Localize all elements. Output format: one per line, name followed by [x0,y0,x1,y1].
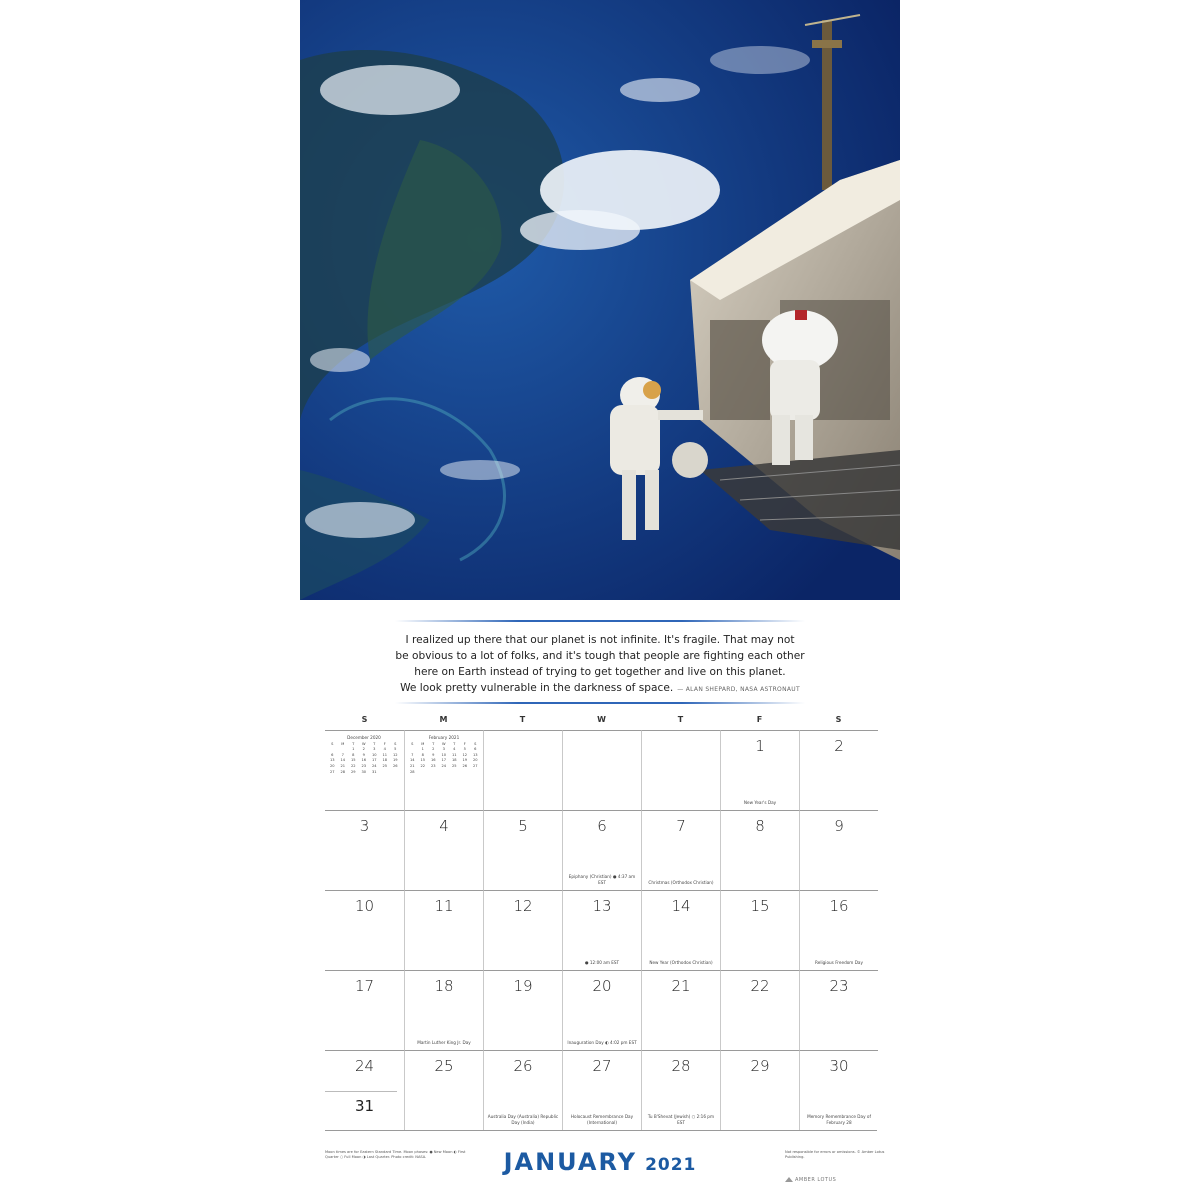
day-number: 21 [671,977,691,995]
publisher-name: AMBER LOTUS [795,1177,837,1183]
mini-day: 17 [371,758,377,763]
mini-day: 6 [474,747,477,752]
mini-day: 19 [462,758,468,763]
mini-day: 16 [430,758,436,763]
mini-weekday: S [411,741,414,746]
mini-day: 24 [371,763,377,768]
day-cell [720,810,799,890]
mini-day: 31 [371,769,377,774]
day-cell [641,1050,720,1130]
mini-day: 25 [451,763,457,768]
mini-day: 4 [453,747,456,752]
calendar-page [300,0,900,1200]
mini-day: 15 [350,758,356,763]
holiday-note: Australia Day (Australia) Republic Day (India) [487,1114,559,1125]
mini-day: 7 [411,752,414,757]
mini-weekday: W [361,741,366,746]
mini-day: 2 [362,747,365,752]
mini-day: 20 [329,763,335,768]
mini-weekday: T [352,741,355,746]
weekday-label: T [677,715,684,724]
mini-day: 19 [392,758,398,763]
weekday-label: S [835,715,842,724]
holiday-note: Memory Remembrance Day of February 28 [807,1114,871,1125]
mini-weekday: S [331,741,334,746]
mini-day: 22 [350,763,356,768]
month-name: JANUARY [503,1148,638,1176]
split-day-divider [325,1091,397,1092]
mini-day: 9 [432,752,435,757]
day-cell [641,890,720,970]
mini-day: 5 [394,747,397,752]
mini-calendar-cell [325,730,404,810]
mini-day: 24 [441,763,447,768]
mini-day: 26 [392,763,398,768]
grid-bottom-border [325,1130,877,1131]
weekday-label: M [439,715,448,724]
day-number: 30 [829,1057,849,1075]
mini-day: 15 [420,758,426,763]
day-cell [641,810,720,890]
day-cell [562,970,641,1050]
mini-day [449,770,460,776]
day-cell [325,890,404,970]
day-cell [799,970,878,1050]
day-number: 9 [834,817,844,835]
mini-day: 4 [383,747,386,752]
mini-calendar-title: December 2020 [347,735,381,740]
weekday-label: T [519,715,526,724]
mini-weekday: T [432,741,435,746]
day-cell [562,890,641,970]
holiday-note: Martin Luther King Jr. Day [417,1040,471,1045]
mini-day [439,770,450,776]
mini-day [460,770,471,776]
day-number: 16 [829,897,849,915]
day-cell [404,1050,483,1130]
weekday-label: S [361,715,368,724]
day-cell [799,1050,878,1130]
day-number: 31 [354,1097,375,1115]
day-number: 8 [755,817,765,835]
day-number: 17 [354,977,375,995]
mini-day: 8 [352,752,355,757]
holiday-note: Tu B'Shevat (Jewish) ○ 2:16 pm EST [647,1114,715,1125]
quote-line [360,680,840,698]
mini-weekday: S [394,741,397,746]
mini-day: 12 [462,752,468,757]
quote-line: here on Earth instead of trying to get together and live on this planet. [414,666,786,678]
day-cell [325,810,404,890]
day-number: 15 [750,897,770,915]
mini-weekday: T [453,741,456,746]
mini-day: 3 [442,747,445,752]
mini-day: 1 [421,747,424,752]
mini-calendar-december [327,735,401,775]
quote-rule-top [395,620,805,622]
mini-day: 18 [451,758,457,763]
holiday-note: ● 12:00 am EST [584,960,620,965]
month-title [450,1148,750,1176]
day-number: 26 [513,1057,533,1075]
mini-day: 11 [382,752,388,757]
mini-weekday: M [421,741,425,746]
day-cell [720,730,799,810]
mini-weekday: W [441,741,446,746]
weekday-label: W [597,715,606,724]
mini-day: 11 [451,752,457,757]
day-cell [720,890,799,970]
day-cell [404,810,483,890]
day-number: 10 [354,897,375,915]
day-number: 24 [354,1057,375,1075]
mini-day: 28 [409,769,415,774]
day-number: 28 [671,1057,691,1075]
quote-rule-bottom [395,702,805,704]
footnote-right: Not responsible for errors or omissions. © Amber Lotus Publishing. [785,1150,885,1160]
quote-line-text: We look pretty vulnerable in the darkness of space. [400,682,674,694]
mini-day: 23 [361,763,367,768]
holiday-note: Religious Freedom Day [815,960,863,965]
mini-day: 21 [409,763,415,768]
mini-weekday: F [383,741,386,746]
mini-day: 27 [329,769,335,774]
mini-day: 16 [361,758,367,763]
day-number: 1 [755,737,765,755]
day-cell [325,970,404,1050]
day-number: 19 [513,977,533,995]
mini-day: 10 [371,752,377,757]
day-number: 5 [518,817,528,835]
day-number: 22 [750,977,770,995]
day-cell [720,1050,799,1130]
quote-line: be obvious to a lot of folks, and it's tough that people are fighting each other [395,650,805,662]
day-number: 7 [676,817,686,835]
mini-day: 21 [340,763,346,768]
weekday-label: F [756,715,763,724]
day-number: 13 [592,897,612,915]
space-photo [300,0,900,600]
day-number: 3 [359,817,370,835]
holiday-note: Holocaust Remembrance Day (International) [570,1114,634,1125]
mini-day: 12 [392,752,398,757]
mini-day: 26 [462,763,468,768]
day-number: 6 [597,817,607,835]
mini-day: 13 [472,752,478,757]
day-cell [325,1050,404,1130]
footnote-left: Moon times are for Eastern Standard Time. Moon phases: ● New Moon ◐ First Quarter ○ Full Moon ◑ Last Quarter. Photo credit: NASA. [325,1150,466,1160]
mini-day [418,770,429,776]
day-number: 18 [434,977,454,995]
day-number: 25 [434,1057,454,1075]
mini-calendar-title: February 2021 [428,735,460,740]
mini-day [470,770,481,776]
day-number: 2 [834,737,844,755]
mini-day: 28 [340,769,346,774]
mini-weekday: S [474,741,477,746]
day-cell [404,970,483,1050]
day-number: 23 [829,977,849,995]
mini-day [428,770,439,776]
holiday-note: New Year's Day [743,800,777,805]
mini-day: 2 [432,747,435,752]
mini-day [380,770,391,776]
mini-day: 23 [430,763,436,768]
mini-day: 14 [409,758,415,763]
mini-day: 29 [350,769,356,774]
mini-day: 18 [382,758,388,763]
day-number: 14 [671,897,691,915]
day-cell [641,970,720,1050]
holiday-note: Christmas (Orthodox Christian) [648,880,714,885]
holiday-note: Epiphany (Christian) ● 4:37 am EST [568,874,636,885]
mini-day: 3 [373,747,376,752]
mini-day: 17 [441,758,447,763]
mini-calendar-week [407,770,481,776]
mini-day: 25 [382,763,388,768]
day-cell [799,890,878,970]
day-cell [483,1050,562,1130]
empty-day-cell [641,730,720,810]
calendar-grid [325,730,877,1130]
mini-day: 20 [472,758,478,763]
day-cell [799,730,878,810]
empty-day-cell [483,730,562,810]
holiday-note: Inauguration Day ◐ 4:02 pm EST [567,1040,637,1045]
weekday-header [325,715,877,729]
day-number: 29 [750,1057,770,1075]
lotus-icon [785,1177,793,1182]
day-cell [562,810,641,890]
quote-line: I realized up there that our planet is not infinite. It's fragile. That may not [405,634,795,646]
day-cell [483,890,562,970]
mini-day: 10 [441,752,447,757]
mini-day: 7 [341,752,344,757]
mini-day: 22 [420,763,426,768]
mini-day: 9 [362,752,365,757]
mini-day: 30 [361,769,367,774]
mini-calendar-february [407,735,481,775]
day-cell [562,1050,641,1130]
mini-day: 6 [331,752,334,757]
mini-weekday: F [463,741,466,746]
day-cell [404,890,483,970]
mini-weekday: M [341,741,345,746]
mini-day: 5 [463,747,466,752]
mini-weekday: T [373,741,376,746]
day-number: 4 [439,817,449,835]
mini-calendar-cell [404,730,483,810]
day-number: 27 [592,1057,612,1075]
day-cell [799,810,878,890]
day-cell [720,970,799,1050]
mini-day [390,770,401,776]
mini-day: 13 [329,758,335,763]
holiday-note: New Year (Orthodox Christian) [649,960,713,965]
month-year: 2021 [645,1155,697,1175]
mini-day: 8 [421,752,424,757]
day-number: 12 [513,897,533,915]
mini-day: 14 [340,758,346,763]
day-number: 11 [434,897,454,915]
quote-attribution: — ALAN SHEPARD, NASA ASTRONAUT [677,686,800,693]
mini-calendar-week [327,770,401,776]
day-cell [483,810,562,890]
mini-day: 27 [472,763,478,768]
publisher-logo [785,1177,885,1183]
day-number: 20 [592,977,612,995]
quote [360,632,840,698]
day-cell [483,970,562,1050]
mini-day: 1 [352,747,355,752]
empty-day-cell [562,730,641,810]
